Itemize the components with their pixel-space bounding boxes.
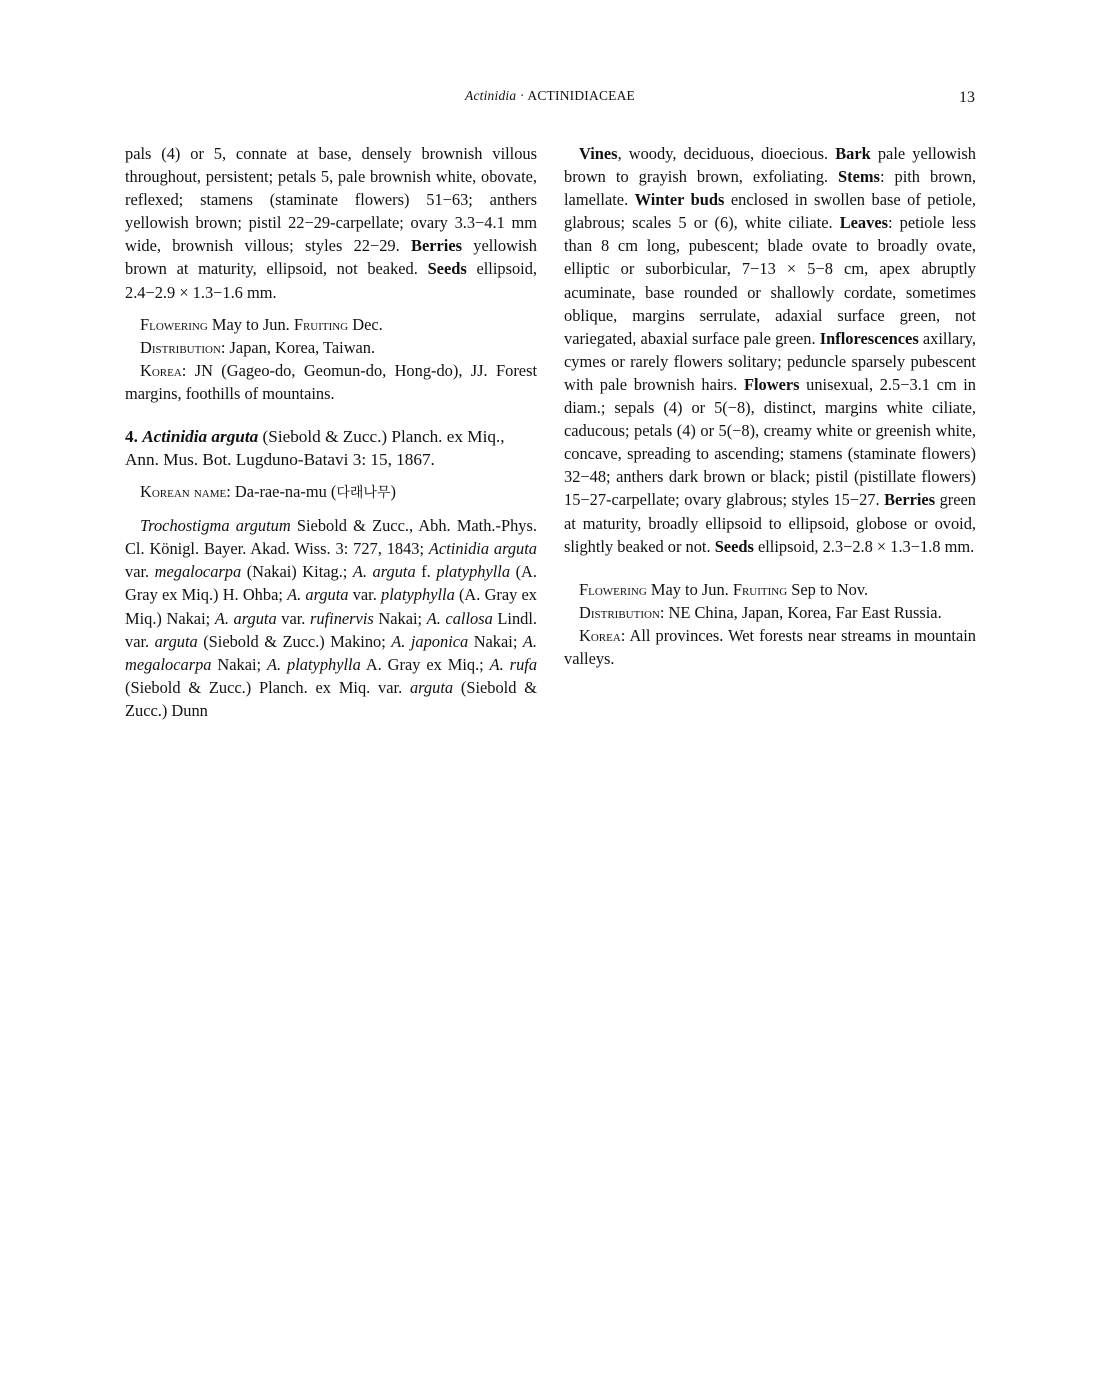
synonym-text: (A. Gray ex Miq.) Nakai; — [125, 585, 538, 628]
synonym-name: Actinidia arguta — [428, 539, 537, 559]
synonym-text: var. — [125, 562, 155, 582]
inflorescences-text: axillary, cymes or rarely flowers solitary; peduncle sparsely pubescent with pale brownish hairs. — [564, 328, 976, 394]
synonym-name: A. callosa — [426, 608, 493, 628]
synonym-text: Nakai; — [373, 608, 427, 628]
synonym-text: Nakai; — [211, 654, 268, 674]
winter-buds-label: Winter buds — [634, 190, 725, 210]
synonym-name: megalocarpa — [154, 562, 242, 582]
inflorescences-label: Inflorescences — [819, 328, 919, 348]
korean-name-line — [125, 480, 537, 505]
synonym-text: (Siebold & Zucc.) Planch. ex Miq. var. — [125, 677, 410, 697]
synonym-text: (Siebold & Zucc.) Dunn — [125, 677, 537, 720]
korea-value: : All provinces. Wet forests near streams in mountain valleys. — [564, 625, 976, 668]
synonym-text: A. Gray ex Miq.; — [360, 654, 490, 674]
distribution-line — [125, 336, 537, 359]
berries-text: green at maturity, broadly ellipsoid to ellipsoid, globose or ovoid, slightly beaked or not. — [564, 490, 976, 556]
flowering-label: Flowering — [579, 579, 647, 599]
continuation-text-2: yellowish brown at maturity, ellipsoid, not beaked. — [125, 236, 538, 279]
running-head-separator: · — [516, 88, 528, 103]
phenology-line — [125, 313, 537, 336]
leaves-text: : petiole less than 8 cm long, pubescent; blade ovate to broadly ovate, elliptic or suborbicular, 7−13 × 5−8 cm, apex abruptly acuminate, base rounded or shallowly cordate, sometimes oblique, margins serrulate, adaxial surface green, not variegated, abaxial surface pale green. — [564, 213, 977, 348]
synonym-name: A. rufa — [489, 654, 538, 674]
running-head — [125, 88, 975, 104]
synonym-name: platyphylla — [436, 562, 511, 582]
synonym-text: Lindl. var. — [125, 608, 538, 651]
distribution-value: : NE China, Japan, Korea, Far East Russia. — [659, 602, 942, 622]
species-number: 4. — [125, 427, 138, 447]
vines-text: , woody, deciduous, dioecious. — [617, 144, 836, 163]
continuation-text-3: ellipsoid, 2.4−2.9 × 1.3−1.6 mm. — [125, 259, 537, 302]
synonym-name: A. japonica — [391, 631, 469, 651]
stems-text: : pith brown, lamellate. — [564, 167, 976, 210]
flowering-value: May to Jun. — [646, 579, 733, 599]
bark-text: pale yellowish brown to grayish brown, exfoliating. — [564, 144, 976, 187]
species-name: Actinidia arguta — [142, 427, 259, 447]
synonym-name: A. platyphylla — [267, 654, 361, 674]
fruiting-value: Dec. — [348, 314, 383, 334]
synonym-name: arguta — [154, 631, 198, 651]
synonym-name: Trochostigma argutum — [140, 516, 291, 536]
flowering-label: Flowering — [140, 314, 208, 334]
vines-label: Vines — [579, 144, 618, 163]
korea-line — [564, 624, 976, 670]
korea-label: Korea — [579, 625, 621, 645]
running-head-family: ACTINIDIACEAE — [527, 88, 635, 103]
synonym-name: A. megalocarpa — [125, 631, 537, 674]
berries-label: Berries — [411, 236, 462, 256]
synonymy-paragraph — [125, 514, 537, 722]
synonym-text: (Siebold & Zucc.) Makino; — [197, 631, 392, 651]
species-authority: (Siebold & Zucc.) Planch. ex Miq., Ann. Mus. Bot. Lugduno-Batavi 3: 15, 1867. — [125, 427, 505, 470]
korean-name-label: Korean name — [140, 482, 227, 502]
synonym-name: A. arguta — [214, 608, 277, 628]
synonym-text: var. — [276, 608, 311, 628]
seeds-label: Seeds — [714, 536, 754, 556]
korean-name-hangul: 다래나무 — [336, 485, 391, 502]
korean-name-close: ) — [390, 482, 396, 502]
distribution-label: Distribution — [140, 337, 221, 357]
korea-line — [125, 359, 537, 405]
winter-buds-text: enclosed in swollen base of petiole, glabrous; scales 5 or (6), white ciliate. — [564, 190, 976, 233]
synonym-text: Nakai; — [468, 631, 523, 651]
flowering-value: May to Jun. — [207, 314, 294, 334]
korea-label: Korea — [140, 360, 182, 380]
korea-value: : JN (Gageo-do, Geomun-do, Hong-do), JJ. Forest margins, foothills of mountains. — [125, 360, 537, 403]
fruiting-label: Fruiting — [732, 579, 788, 599]
distribution-value: : Japan, Korea, Taiwan. — [220, 337, 376, 357]
distribution-label: Distribution — [579, 602, 660, 622]
phenology-line — [564, 578, 976, 601]
synonym-text: Siebold & Zucc., Abh. Math.-Phys. Cl. Königl. Bayer. Akad. Wiss. 3: 727, 1843; — [125, 516, 537, 559]
species-heading — [125, 425, 537, 471]
synonym-text: (Nakai) Kitag.; — [241, 562, 353, 582]
fruiting-value: Sep to Nov. — [787, 579, 869, 599]
synonym-name: rufinervis — [310, 608, 374, 628]
right-column — [564, 142, 976, 670]
synonym-name: A. arguta — [287, 585, 349, 605]
synonym-text: (A. Gray ex Miq.) H. Ohba; — [125, 562, 537, 605]
left-column — [125, 142, 537, 722]
species-description — [564, 142, 976, 558]
stems-label: Stems — [838, 167, 880, 187]
leaves-label: Leaves — [839, 213, 888, 233]
page-number: 13 — [959, 89, 975, 106]
fruiting-label: Fruiting — [293, 314, 349, 334]
synonym-name: arguta — [409, 677, 454, 697]
seeds-text: ellipsoid, 2.3−2.8 × 1.3−1.8 mm. — [753, 536, 975, 556]
synonym-text: f. — [415, 562, 437, 582]
continuation-text-1: pals (4) or 5, connate at base, densely brownish villous throughout, persistent; petals 5, pale brownish white, obovate, reflexed; stamens (staminate flowers) 51−63; anthers yellowish brown; pistil 22−29-carpellate; ovary 3.3−4.1 mm wide, brownish villous; styles 22−29. — [125, 144, 537, 256]
synonym-name: A. arguta — [352, 562, 416, 582]
bark-label: Bark — [835, 144, 871, 163]
synonym-name: platyphylla — [381, 585, 455, 605]
flowers-label: Flowers — [743, 374, 800, 394]
seeds-label: Seeds — [427, 259, 467, 279]
distribution-line — [564, 601, 976, 624]
description-continuation — [125, 142, 537, 304]
flowers-text: unisexual, 2.5−3.1 cm in diam.; sepals (4) or 5(−8), distinct, margins white ciliate, caducous; petals (4) or 5(−8), creamy white or greenish white, concave, spreading to ascending; stamens (staminate flowers) 32−48; anthers dark brown or black; pistil (pistillate flowers) 15−27-carpellate; ovary glabrous; styles 15−27. — [564, 374, 976, 510]
synonym-text: var. — [348, 585, 382, 605]
berries-label: Berries — [884, 490, 936, 510]
korean-name-value: : Da-rae-na-mu ( — [226, 482, 337, 502]
running-head-genus: Actinidia — [465, 88, 517, 103]
